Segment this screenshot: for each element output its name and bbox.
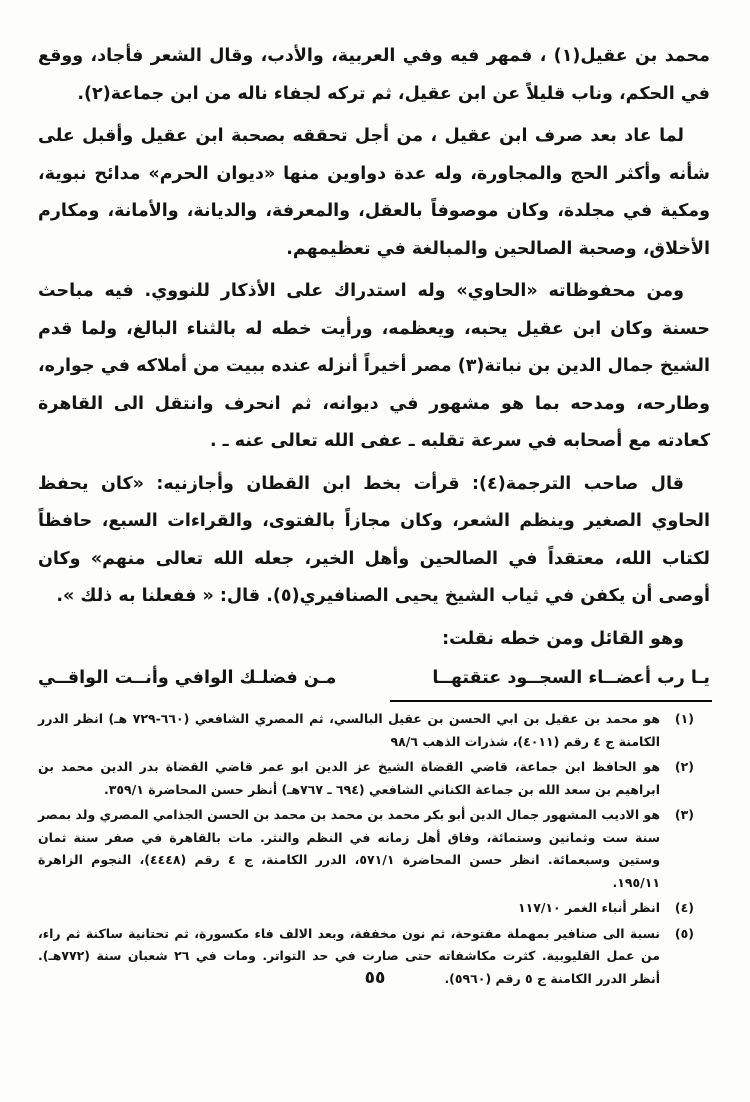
footnote-4: [38, 897, 710, 920]
footnote-divider: [390, 700, 712, 702]
footnote-4-text: انظر أنباء الغمر ١١٧/١٠: [517, 900, 660, 915]
verse-intro-line: وهو القائل ومن خطه نقلت:: [442, 628, 684, 649]
footnote-3-marker: (٣): [674, 807, 694, 822]
footnote-1-text: هو محمد بن عقيل بن ابي الحسن بن عقيل البالسي، ثم المصري الشافعي (٦٦٠-٧٢٩ هـ) انظر الدرر الكامنة ج ٤ رقم (٤٠١١)، شذرات الذهب ٩٨/٦: [38, 711, 661, 749]
footnotes-section: [38, 708, 710, 993]
footnote-5-marker: (٥): [674, 925, 694, 941]
footnote-1-marker: (١): [674, 711, 694, 726]
page-number: ٥٥: [364, 968, 386, 988]
footnote-3: [38, 804, 710, 894]
paragraph-2: لما عاد بعد صرف ابن عقيل ، من أجل تحققه بصحبة ابن عقيل وأقبل على شأنه وأكثر الحج والمجاورة، وله عدة دواوين منها «ديوان الحرم» مدائح نبوية، ومكية في مجلدة، وكان موصوفاً بالعقل، والمعرفة، والديانة، والأمانة، ومكارم الأخلاق، وصحبة الصالحين والمبالغة في تعظيمهم.: [38, 126, 710, 259]
paragraph-4: قال صاحب الترجمة(٤): قرأت بخط ابن القطان وأجازنيه: «كان يحفظ الحاوي الصغير وينظم الشعر، وكان مجازاً بالفتوى، والقراءات السبع، حافظاً لكتاب الله، معتقداً في الصالحين وأهل الخير، جعله الله تعالى منهم» وكان أوصى أن يكفن في ثياب الشيخ يحيى الصنافيري(٥). قال: « ففعلنا به ذلك ».: [38, 473, 710, 606]
footnote-2: [38, 756, 710, 801]
poetry-verse: [38, 660, 710, 698]
footnote-4-marker: (٤): [674, 900, 694, 915]
paragraph-3: ومن محفوظاته «الحاوي» وله استدراك على الأذكار للنووي. فيه مباحث حسنة وكان ابن عقيل يحبه، ويعظمه، ورأيت خطه له بالثناء البالغ، ولما قدم الشيخ جمال الدين بن نباتة(٣) مصر أخيراً أنزله عنده ببيت من أملاكه في جواره، وطارحه، ومدحه بما هو مشهور في ديوانه، ثم انحرف وانتقل الى القاهرة كعادته مع أصحابه في سرعة تقلبه ـ عفى الله تعالى عنه ـ .: [38, 281, 711, 451]
footnote-2-text: هو الحافظ ابن جماعة، قاضي القضاة الشيخ عز الدين ابو عمر قاضي القضاة بدر الدين محمد بن ابراهيم بن سعد الله بن جماعة الكناني الشافعي (٦٩٤ ـ ٧٦٧هـ) أنظر حسن المحاضرة ٣٥٩/١.: [38, 759, 660, 797]
paragraph-1: محمد بن عقيل(١) ، فمهر فيه وفي العربية، والأدب، وقال الشعر فأجاد، ووقع في الحكم، وناب قليلاً عن ابن عقيل، ثم تركه لجفاء ناله من ابن جماعة(٢).: [38, 46, 710, 104]
footnote-5-text: نسبة الى صنافير بمهملة مفتوحة، ثم نون مخففة، وبعد الالف فاء مكسورة، ثم تحتانية ساكنة ثم راء، من عمل القليوبية. كثرت مكاشفاته حتى صارت في حد التواتر. ومات في ٢٦ شعبان سنة (٧٧٢هـ). أنظر الدرر الكامنة ج ٥ رقم (٥٩٦٠).: [38, 925, 660, 986]
footnote-3-text: هو الاديب المشهور جمال الدين أبو بكر محمد بن محمد بن محمد بن الحسن الجذامي المصري ولد بمصر سنة ست وثمانين وستمائة، وفاق أهل زمانه في النظم والنثر. مات بالقاهرة في صفر سنة ثمان وستين وسبعمائة. انظر حسن المحاضرة ٥٧١/١، الدرر الكامنة، ج ٤ رقم (٤٤٤٨)، النجوم الزاهرة ١٩٥/١١.: [38, 807, 660, 890]
footnote-1: [38, 708, 710, 753]
verse-hemistich-right: يـا رب أعضــاء السجــود عتقتهــا: [432, 668, 710, 688]
footnote-2-marker: (٢): [674, 759, 694, 774]
body-text: [38, 38, 710, 698]
verse-hemistich-left: مـن فضلـك الوافي وأنــت الواقــي: [38, 668, 337, 688]
